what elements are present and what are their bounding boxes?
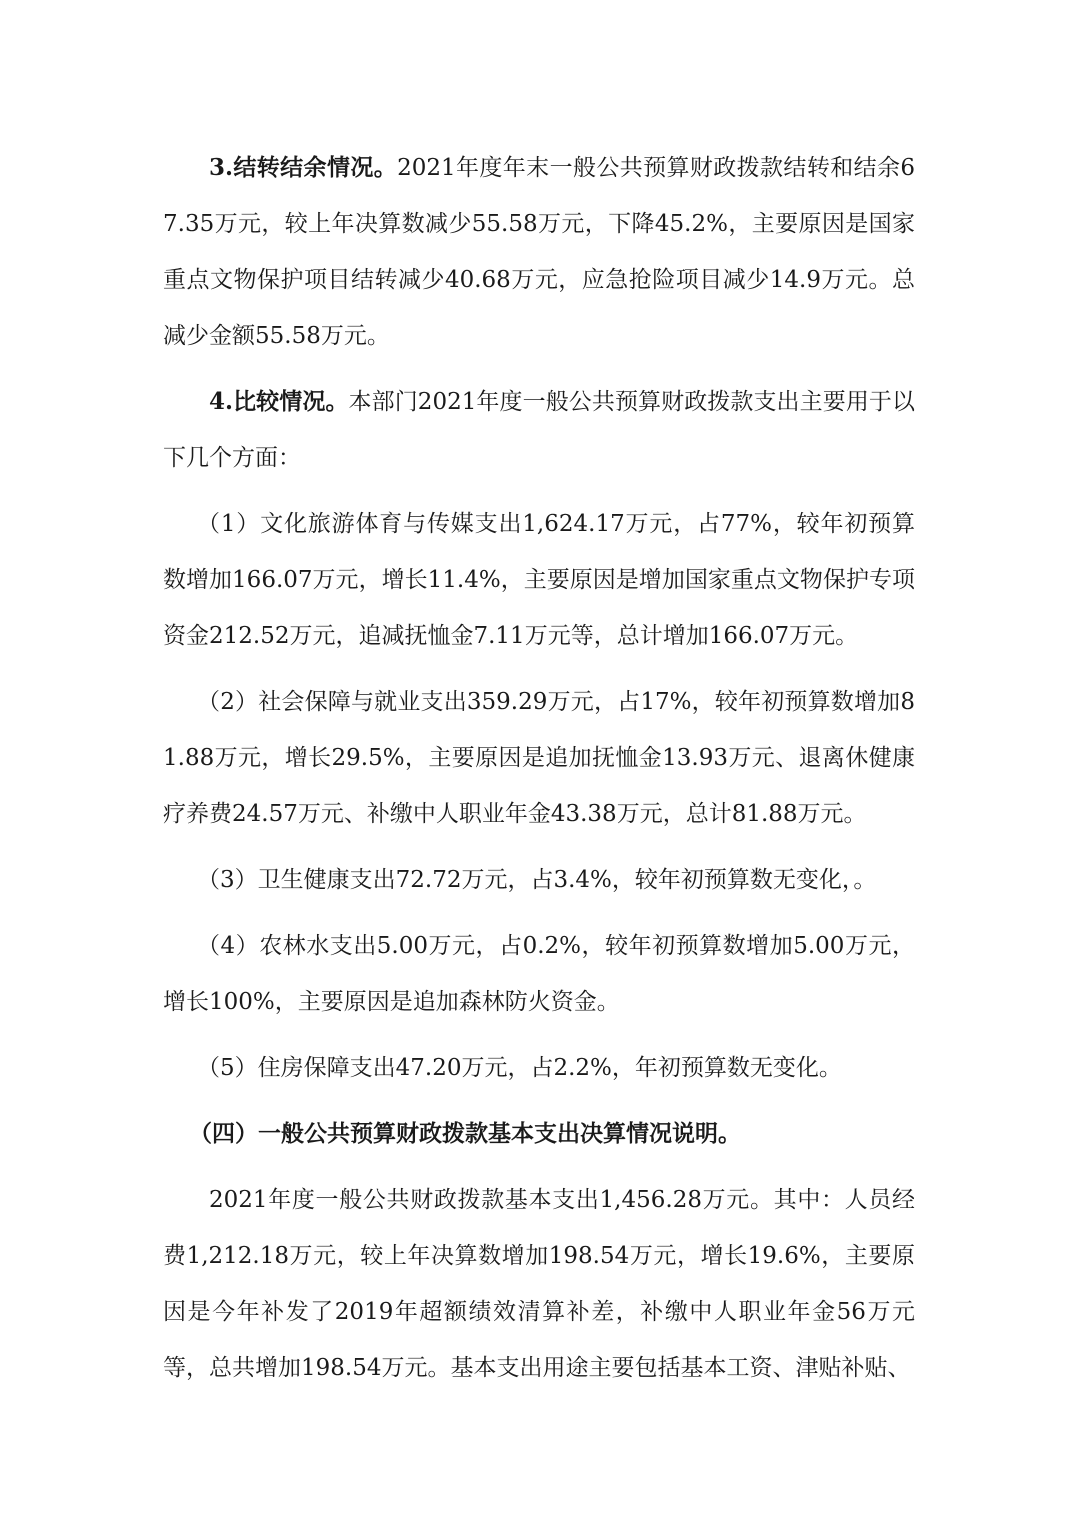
document-page <box>163 140 915 1396</box>
list-item: （5）住房保障支出47.20万元，占2.2%，年初预算数无变化。 <box>197 1055 842 1081</box>
paragraph-comparison <box>163 374 915 486</box>
list-item: （1）文化旅游体育与传媒支出1,624.17万元，占77%，较年初预算数增加166.07万元，增长11.4%，主要原因是增加国家重点文物保护专项资金212.52万元，追减抚恤金7.11万元等，总计增加166.07万元。 <box>163 511 915 649</box>
list-item: （3）卫生健康支出72.72万元，占3.4%，较年初预算数无变化，。 <box>197 867 877 893</box>
list-item: （2）社会保障与就业支出359.29万元，占17%，较年初预算数增加81.88万元，增长29.5%，主要原因是追加抚恤金13.93万元、退离休健康疗养费24.57万元、补缴中人职业年金43.38万元，总计81.88万元。 <box>163 689 915 827</box>
section-lead-comparison: 4.比较情况。 <box>209 388 349 415</box>
section-body-carryover: 2021年度年末一般公共预算财政拨款结转和结余67.35万元，较上年决算数减少55.58万元，下降45.2%，主要原因是国家重点文物保护项目结转减少40.68万元，应急抢险项目减少14.9万元。总减少金额55.58万元。 <box>163 155 915 349</box>
section-lead-carryover: 3.结转结余情况。 <box>209 154 398 181</box>
list-item: （4）农林水支出5.00万元，占0.2%，较年初预算数增加5.00万元，增长100%，主要原因是追加森林防火资金。 <box>163 933 915 1015</box>
section-body-comparison: 本部门2021年度一般公共预算财政拨款支出主要用于以下几个方面： <box>163 389 915 471</box>
paragraph-basic-expenditure: 2021年度一般公共财政拨款基本支出1,456.28万元。其中：人员经费1,212.18万元，较上年决算数增加198.54万元，增长19.6%，主要原因是今年补发了2019年超额绩效清算补差，补缴中人职业年金56万元等，总共增加198.54万元。基本支出用途主要包括基本工资、津贴补贴、 <box>163 1187 915 1381</box>
section-heading-basic-expenditure: （四）一般公共预算财政拨款基本支出决算情况说明。 <box>189 1120 741 1147</box>
paragraph-carryover-balance <box>163 140 915 364</box>
